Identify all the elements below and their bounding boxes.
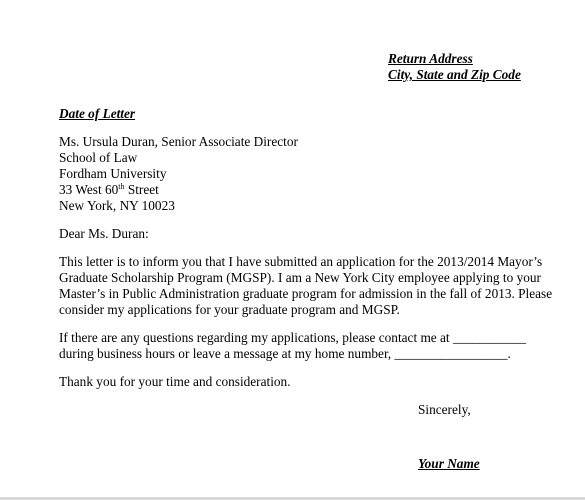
- signature-name: Your Name: [418, 456, 480, 471]
- paragraph1-line1: This letter is to inform you that I have submitted an application for the 2013/2014 Mayor’s: [59, 254, 543, 269]
- paragraph3: Thank you for your time and consideration.: [59, 374, 291, 389]
- closing: Sincerely,: [418, 402, 471, 417]
- paragraph1-line3: Master’s in Public Administration graduate program for admission in the fall of 2013. Please: [59, 286, 553, 301]
- street-number: 33 West 60: [59, 182, 119, 197]
- recipient-name-title: Ms. Ursula Duran, Senior Associate Director: [59, 134, 298, 149]
- street-ordinal-suffix: th: [118, 182, 125, 191]
- paragraph1-line2: Graduate Scholarship Program (MGSP). I am a New York City employee applying to your: [59, 270, 541, 285]
- return-address-line1: Return Address: [388, 51, 473, 66]
- recipient-city-state-zip: New York, NY 10023: [59, 198, 175, 213]
- return-address-line2: City, State and Zip Code: [388, 67, 521, 82]
- salutation: Dear Ms. Duran:: [59, 226, 149, 241]
- recipient-street: [59, 182, 159, 198]
- street-name: Street: [124, 182, 159, 197]
- paragraph2-line2: during business hours or leave a message at my home number, _________________.: [59, 346, 511, 361]
- paragraph2-line1: If there are any questions regarding my applications, please contact me at ___________: [59, 330, 527, 345]
- recipient-school: School of Law: [59, 150, 138, 165]
- date-of-letter: Date of Letter: [59, 106, 136, 121]
- recipient-university: Fordham University: [59, 166, 167, 181]
- paragraph1-line4: consider my applications for your graduate program and MGSP.: [59, 302, 400, 317]
